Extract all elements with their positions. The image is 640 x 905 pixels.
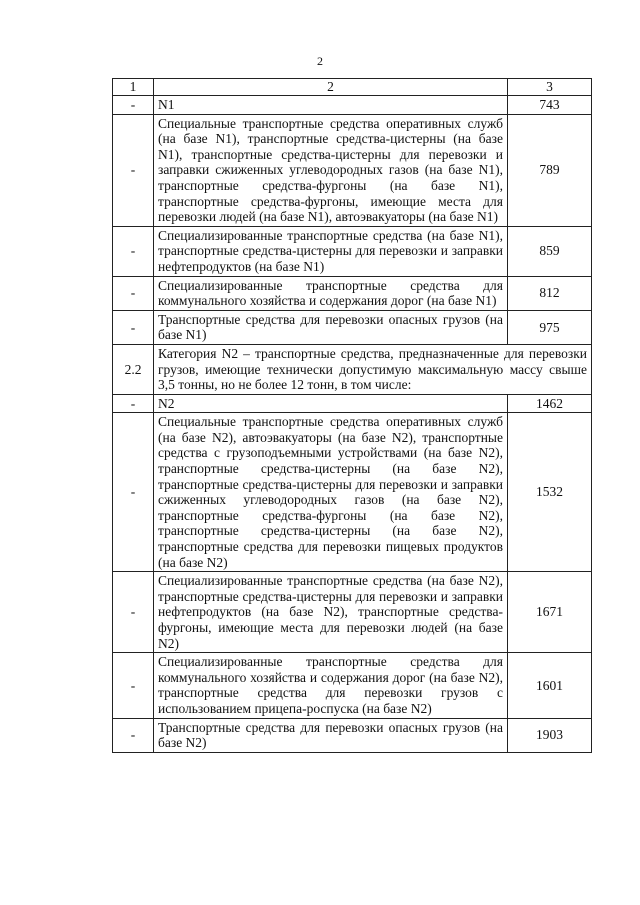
- row-description-cell: Специальные транспортные средства оперативных служб (на базе N2), автоэвакуаторы (на базе N2), транспортные средства с грузоподъемными устройствами (на базе N2), транспортные средства-цистерны (на базе N2), транспортные средства-цистерны для перевозки и заправки сжиженных углеводородных газов (на базе N2), транспортные средства-фургоны (на базе N2), транспортные средства-цистерны (на базе N2), транспортные средства для перевозки пищевых продуктов (на базе N2): [154, 413, 508, 572]
- row-description-cell: Транспортные средства для перевозки опасных грузов (на базе N2): [154, 718, 508, 752]
- row-value-cell: 812: [508, 276, 592, 310]
- row-description-cell: Специальные транспортные средства оперативных служб (на базе N1), транспортные средства-цистерны (на базе N1), транспортные средства-цистерны для перевозки и заправки сжиженных углеводородных газов (на базе N1), транспортные средства-фургоны (на базе N1), транспортные средства-фургоны, имеющие места для перевозки людей (на базе N1), автоэвакуаторы (на базе N1): [154, 114, 508, 226]
- row-value-cell: 1671: [508, 572, 592, 653]
- table-row: [113, 394, 592, 413]
- table-row: [113, 718, 592, 752]
- row-description-cell: Специализированные транспортные средства для коммунального хозяйства и содержания дорог (на базе N1): [154, 276, 508, 310]
- rates-table: [112, 78, 592, 753]
- row-number-cell: -: [113, 718, 154, 752]
- row-number-cell: -: [113, 276, 154, 310]
- header-cell-3: 3: [508, 79, 592, 96]
- table-row: [113, 276, 592, 310]
- table-row: [113, 344, 592, 394]
- row-number-cell: -: [113, 114, 154, 226]
- row-description-cell: Специализированные транспортные средства для коммунального хозяйства и содержания дорог (на базе N2), транспортные средства для перевозки грузов с использованием прицепа-роспуска (на базе N2): [154, 653, 508, 718]
- table-row: [113, 310, 592, 344]
- row-number-cell: -: [113, 394, 154, 413]
- row-value-cell: 1532: [508, 413, 592, 572]
- row-description-cell: Специализированные транспортные средства (на базе N1), транспортные средства-цистерны для перевозки и заправки нефтепродуктов (на базе N1): [154, 226, 508, 276]
- row-number-cell: 2.2: [113, 344, 154, 394]
- row-number-cell: -: [113, 572, 154, 653]
- row-description-cell: Специализированные транспортные средства (на базе N2), транспортные средства-цистерны для перевозки и заправки нефтепродуктов (на базе N2), транспортные средства-фургоны, имеющие места для перевозки людей (на базе N2): [154, 572, 508, 653]
- table-row: [113, 413, 592, 572]
- row-number-cell: -: [113, 653, 154, 718]
- row-description-cell: N1: [154, 96, 508, 115]
- row-value-cell: 789: [508, 114, 592, 226]
- table-header-row: [113, 79, 592, 96]
- row-value-cell: 975: [508, 310, 592, 344]
- table-row: [113, 114, 592, 226]
- header-cell-2: 2: [154, 79, 508, 96]
- row-description-cell: N2: [154, 394, 508, 413]
- header-cell-1: 1: [113, 79, 154, 96]
- row-number-cell: -: [113, 310, 154, 344]
- table-row: [113, 96, 592, 115]
- row-number-cell: -: [113, 96, 154, 115]
- row-number-cell: -: [113, 226, 154, 276]
- row-value-cell: 1601: [508, 653, 592, 718]
- table-row: [113, 572, 592, 653]
- row-number-cell: -: [113, 413, 154, 572]
- table-row: [113, 653, 592, 718]
- row-description-cell: Категория N2 – транспортные средства, предназначенные для перевозки грузов, имеющие технически допустимую максимальную массу свыше 3,5 тонны, но не более 12 тонн, в том числе:: [154, 344, 592, 394]
- row-value-cell: 859: [508, 226, 592, 276]
- row-value-cell: 1462: [508, 394, 592, 413]
- row-description-cell: Транспортные средства для перевозки опасных грузов (на базе N1): [154, 310, 508, 344]
- row-value-cell: 743: [508, 96, 592, 115]
- table-row: [113, 226, 592, 276]
- page-number: 2: [317, 54, 323, 68]
- row-value-cell: 1903: [508, 718, 592, 752]
